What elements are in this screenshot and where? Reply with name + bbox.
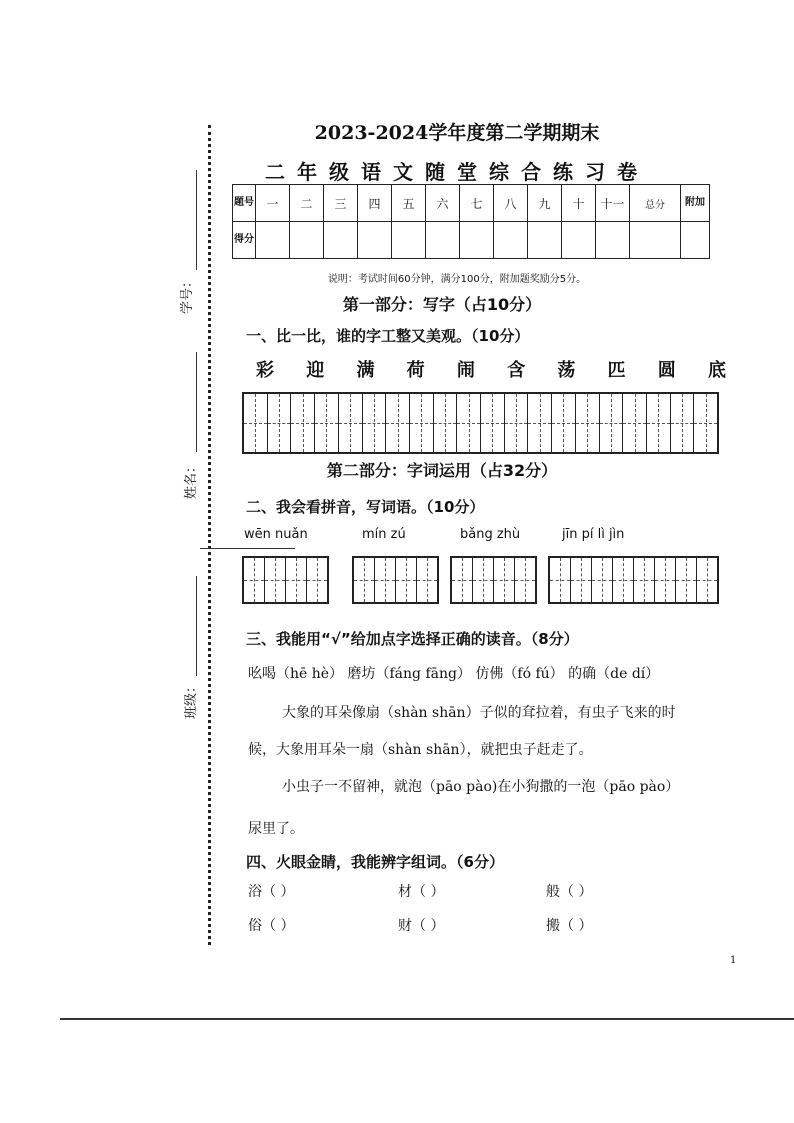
col-5: 五: [392, 185, 426, 222]
col-11: 十一: [596, 185, 630, 222]
section4-title: 四、火眼金睛，我能辨字组词。（6分）: [246, 853, 504, 871]
grid-cell[interactable]: [571, 558, 592, 602]
part1-title: 第一部分：写字（占10分）: [342, 295, 542, 314]
col-2: 二: [290, 185, 324, 222]
model-char: 底: [707, 360, 726, 381]
model-char: 圆: [657, 360, 676, 381]
grid-cell[interactable]: [386, 394, 410, 452]
section3-line-2: 大象的耳朵像扇（shàn shān）子似的耷拉着，有虫子飞来的时: [282, 705, 676, 721]
word-item: 浴（ ）: [248, 884, 295, 900]
grid-cell[interactable]: [528, 394, 552, 452]
pinyin-2: mín zú: [362, 527, 406, 542]
section3-line-1: 吆喝（hē hè） 磨坊（fáng fāng） 仿佛（fó fú） 的确（de dí）: [248, 666, 660, 682]
exam-title: 2023-2024学年度第二学期期末: [314, 122, 600, 144]
grid-cell[interactable]: [363, 394, 387, 452]
word-item: 搬（ ）: [546, 918, 593, 934]
pinyin-1: wēn nuǎn: [244, 527, 308, 542]
answer-box-2[interactable]: [352, 556, 439, 604]
cut-rule: [200, 548, 295, 549]
model-char: 含: [507, 360, 526, 381]
class-rule: [196, 576, 197, 676]
grid-cell[interactable]: [265, 558, 286, 602]
score-table-score-row: [233, 222, 710, 259]
col-7: 七: [460, 185, 494, 222]
model-char: 彩: [256, 360, 274, 381]
total-score-cell[interactable]: [630, 222, 681, 259]
grid-cell[interactable]: [457, 394, 481, 452]
grid-cell[interactable]: [634, 558, 655, 602]
part2-title: 第二部分：字词运用（占32分）: [326, 461, 558, 480]
model-char: 闹: [456, 360, 475, 381]
grid-cell[interactable]: [550, 558, 571, 602]
grid-cell[interactable]: [647, 394, 671, 452]
answer-box-3[interactable]: [450, 556, 537, 604]
grid-cell[interactable]: [676, 558, 697, 602]
col-10: 十: [562, 185, 596, 222]
section3-line-3: 候，大象用耳朵一扇（shàn shān），就把虫子赶走了。: [248, 742, 593, 758]
binding-dotted-line: [208, 125, 211, 945]
col-1: 一: [256, 185, 290, 222]
bottom-rule: [60, 1018, 794, 1020]
word-item: 材（ ）: [398, 884, 445, 900]
total-label: 总分: [630, 185, 681, 222]
score-cell[interactable]: [324, 222, 358, 259]
grid-cell[interactable]: [244, 558, 265, 602]
col-9: 九: [528, 185, 562, 222]
exam-note: 说明：考试时间60分钟，满分100分，附加题奖励分5分。: [327, 274, 587, 285]
grid-cell[interactable]: [592, 558, 613, 602]
grid-cell[interactable]: [623, 394, 647, 452]
grid-cell[interactable]: [315, 394, 339, 452]
grid-cell[interactable]: [375, 558, 396, 602]
score-cell[interactable]: [528, 222, 562, 259]
pinyin-4: jīn pí lì jìn: [562, 527, 625, 542]
score-table: [232, 184, 710, 259]
score-cell[interactable]: [596, 222, 630, 259]
grid-cell[interactable]: [515, 558, 535, 602]
grid-cell[interactable]: [268, 394, 292, 452]
score-label: 得分: [233, 222, 256, 259]
section3-title: 三、我能用“√”给加点字选择正确的读音。（8分）: [246, 630, 579, 648]
section3-line-5: 尿里了。: [248, 821, 304, 837]
grid-cell[interactable]: [655, 558, 676, 602]
score-cell[interactable]: [460, 222, 494, 259]
grid-cell[interactable]: [339, 394, 363, 452]
score-cell[interactable]: [290, 222, 324, 259]
question-number-label: 题号: [233, 185, 256, 222]
model-characters: [256, 356, 726, 382]
grid-cell[interactable]: [434, 394, 458, 452]
grid-cell[interactable]: [552, 394, 576, 452]
grid-cell[interactable]: [694, 394, 717, 452]
student-no-label: 学号：: [180, 274, 196, 315]
grid-cell[interactable]: [473, 558, 494, 602]
grid-cell[interactable]: [354, 558, 375, 602]
word-item: 俗（ ）: [248, 918, 295, 934]
grid-cell[interactable]: [286, 558, 307, 602]
grid-cell[interactable]: [600, 394, 624, 452]
grid-cell[interactable]: [494, 558, 515, 602]
grid-cell[interactable]: [697, 558, 717, 602]
score-cell[interactable]: [426, 222, 460, 259]
grid-cell[interactable]: [396, 558, 417, 602]
model-char: 满: [356, 360, 375, 381]
exam-subtitle: 二年级语文随堂综合练习卷: [265, 160, 649, 184]
grid-cell[interactable]: [481, 394, 505, 452]
grid-cell[interactable]: [452, 558, 473, 602]
section1-title: 一、比一比，谁的字工整又美观。（10分）: [246, 327, 530, 345]
score-cell[interactable]: [256, 222, 290, 259]
grid-cell[interactable]: [417, 558, 437, 602]
name-rule: [196, 352, 197, 452]
bonus-score-cell[interactable]: [681, 222, 710, 259]
grid-cell[interactable]: [613, 558, 634, 602]
grid-cell[interactable]: [291, 394, 315, 452]
grid-cell[interactable]: [505, 394, 529, 452]
score-cell[interactable]: [494, 222, 528, 259]
col-3: 三: [324, 185, 358, 222]
score-cell[interactable]: [562, 222, 596, 259]
model-char: 荡: [557, 360, 576, 381]
word-item: 财（ ）: [398, 918, 445, 934]
model-char: 匹: [607, 360, 626, 381]
grid-cell[interactable]: [307, 558, 327, 602]
section3-line-4: 小虫子一不留神，就泡（pāo pào)在小狗撒的一泡（pāo pào）: [282, 779, 680, 795]
answer-box-4[interactable]: [548, 556, 719, 604]
grid-cell[interactable]: [410, 394, 434, 452]
class-label: 班级：: [184, 679, 200, 720]
word-item: 般（ ）: [546, 884, 593, 900]
section2-title: 二、我会看拼音，写词语。（10分）: [246, 498, 485, 516]
score-cell[interactable]: [392, 222, 426, 259]
score-cell[interactable]: [358, 222, 392, 259]
col-8: 八: [494, 185, 528, 222]
grid-cell[interactable]: [576, 394, 600, 452]
col-6: 六: [426, 185, 460, 222]
pinyin-3: bǎng zhù: [460, 527, 521, 542]
model-char: 荷: [406, 360, 425, 381]
answer-box-1[interactable]: [242, 556, 329, 604]
name-label: 姓名：: [184, 459, 200, 500]
grid-cell[interactable]: [244, 394, 268, 452]
grid-cell[interactable]: [671, 394, 695, 452]
model-char: 迎: [306, 360, 325, 381]
page-number: 1: [730, 955, 737, 966]
col-4: 四: [358, 185, 392, 222]
bonus-label: 附加: [681, 185, 710, 222]
score-table-header-row: [233, 185, 710, 222]
student-no-rule: [196, 170, 197, 270]
writing-grid[interactable]: [242, 392, 719, 454]
